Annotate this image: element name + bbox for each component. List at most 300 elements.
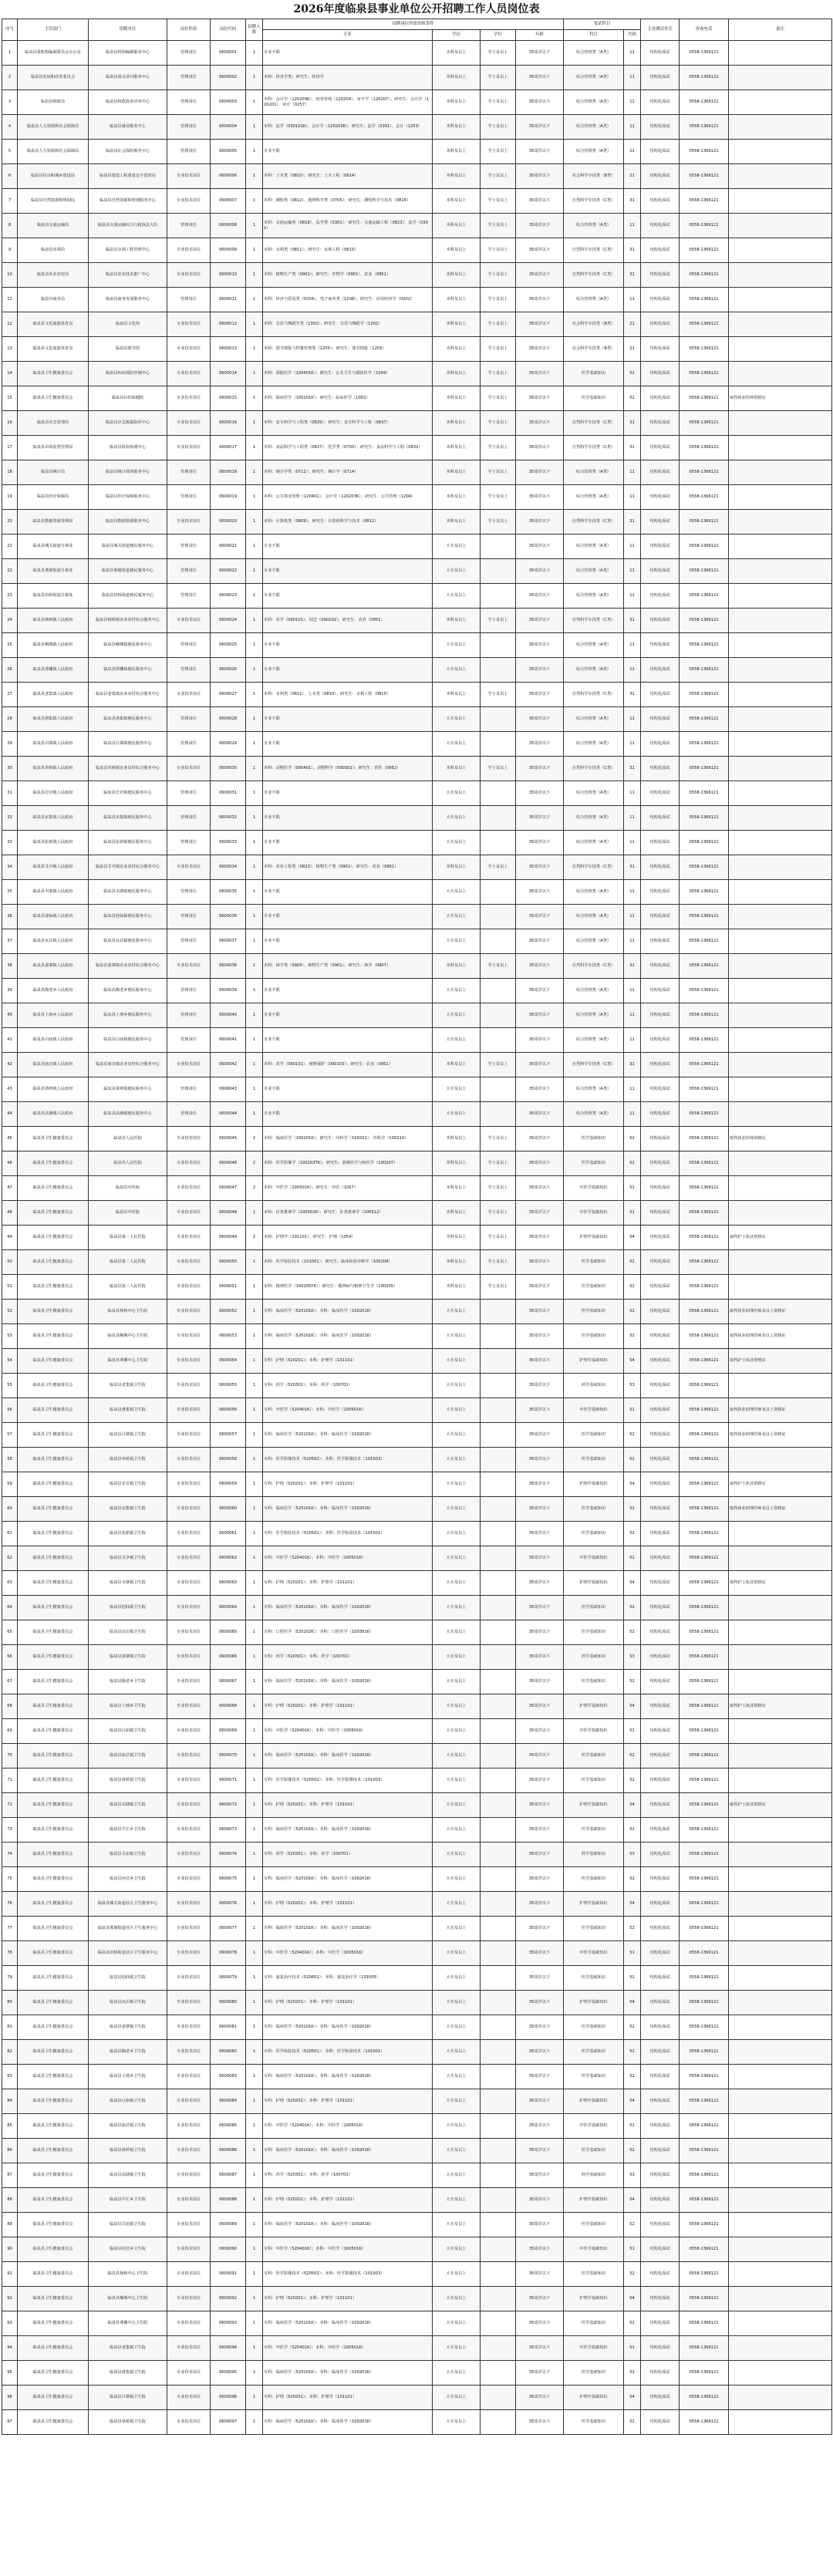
cell-dept: 临泉县滑集镇人民政府 bbox=[18, 707, 89, 732]
cell-unit: 临泉县妇幼保健院 bbox=[89, 386, 167, 411]
cell-unit: 临泉县鲖城镇便民服务中心 bbox=[89, 633, 167, 658]
cell-note bbox=[729, 2311, 832, 2336]
cell-count: 1 bbox=[246, 1448, 263, 1472]
cell-ratio: 结构化面试 bbox=[641, 1374, 680, 1398]
cell-degree bbox=[481, 1867, 516, 1892]
table-row bbox=[2, 2311, 832, 2336]
cell-exam-subject: 医学基础知识 bbox=[564, 362, 624, 386]
cell-phone: 0558-1366121 bbox=[680, 1867, 729, 1892]
cell-seq: 7 bbox=[2, 189, 18, 214]
cell-age: 35周岁以下 bbox=[516, 559, 564, 584]
cell-major: 专科：医学影像技术（520502）；本科：医学影像技术（101003） bbox=[263, 2262, 433, 2287]
cell-unit: 临泉县瓦店镇卫生院 bbox=[89, 1620, 167, 1645]
cell-major: 专业不限 bbox=[263, 929, 433, 954]
cell-nature: 管理岗位 bbox=[167, 460, 211, 485]
cell-ratio: 结构化面试 bbox=[641, 263, 680, 288]
cell-phone: 0558-1366121 bbox=[680, 2139, 729, 2163]
cell-dept: 临泉县卫生健康委员会 bbox=[18, 2114, 89, 2139]
cell-ratio: 结构化面试 bbox=[641, 115, 680, 140]
cell-exam-subject: 综合管理类（A类） bbox=[564, 831, 624, 855]
cell-dept: 临泉县委机构编制委员会办公室 bbox=[18, 41, 89, 66]
cell-ratio: 结构化面试 bbox=[641, 1201, 680, 1226]
cell-count: 1 bbox=[246, 2361, 263, 2385]
cell-phone: 0558-1366121 bbox=[680, 2213, 729, 2237]
cell-edu: 大专及以上 bbox=[433, 2213, 481, 2237]
cell-exam-code: 54 bbox=[624, 2089, 641, 2114]
cell-age: 35周岁以下 bbox=[516, 362, 564, 386]
cell-age: 35周岁以下 bbox=[516, 1768, 564, 1793]
cell-nature: 管理岗位 bbox=[167, 1077, 211, 1102]
cell-count: 1 bbox=[246, 1546, 263, 1571]
cell-exam-subject: 中医学基础知识 bbox=[564, 1719, 624, 1744]
cell-age: 35周岁以下 bbox=[516, 1867, 564, 1892]
table-row bbox=[2, 1917, 832, 1941]
cell-phone: 0558-1366121 bbox=[680, 979, 729, 1003]
cell-dept: 临泉县单桥镇人民政府 bbox=[18, 757, 89, 781]
cell-seq: 59 bbox=[2, 1472, 18, 1497]
cell-phone: 0558-1366121 bbox=[680, 1201, 729, 1226]
cell-note: 取得执业医师资格证 bbox=[729, 386, 832, 411]
cell-note bbox=[729, 1744, 832, 1768]
cell-major: 本科：公共事业管理（120401）、会计学（120203K）；研究生：公共管理（1204） bbox=[263, 485, 433, 510]
cell-code: 0600010 bbox=[211, 263, 246, 288]
cell-note bbox=[729, 1448, 832, 1472]
cell-degree: 学士及以上 bbox=[481, 1053, 516, 1077]
cell-ratio: 结构化面试 bbox=[641, 2089, 680, 2114]
cell-unit: 临泉县谭棚镇便民服务中心 bbox=[89, 658, 167, 683]
cell-edu: 大专及以上 bbox=[433, 732, 481, 757]
cell-nature: 专业技术岗位 bbox=[167, 1349, 211, 1374]
cell-nature: 管理岗位 bbox=[167, 485, 211, 510]
cell-dept: 临泉县卫生健康委员会 bbox=[18, 2262, 89, 2287]
cell-code: 0600044 bbox=[211, 1102, 246, 1127]
cell-note: 取得执业助理医师及以上资格证 bbox=[729, 1398, 832, 1423]
cell-count: 1 bbox=[246, 757, 263, 781]
cell-major: 专业不限 bbox=[263, 1028, 433, 1053]
cell-nature: 专业技术岗位 bbox=[167, 1275, 211, 1300]
cell-count: 1 bbox=[246, 905, 263, 929]
cell-seq: 31 bbox=[2, 781, 18, 806]
cell-code: 0600065 bbox=[211, 1620, 246, 1645]
cell-exam-subject: 自然科学专技类（C类） bbox=[564, 411, 624, 436]
cell-nature: 专业技术岗位 bbox=[167, 2336, 211, 2361]
cell-nature: 专业技术岗位 bbox=[167, 1472, 211, 1497]
table-row bbox=[2, 460, 832, 485]
cell-seq: 4 bbox=[2, 115, 18, 140]
cell-phone: 0558-1366121 bbox=[680, 1349, 729, 1374]
cell-phone: 0558-1366121 bbox=[680, 1250, 729, 1275]
cell-degree bbox=[481, 781, 516, 806]
cell-major: 本科：交通运输类（0818）、法学类（0301）；研究生：交通运输工程（0823）、法学（0301） bbox=[263, 214, 433, 238]
cell-seq: 74 bbox=[2, 1843, 18, 1867]
cell-nature: 专业技术岗位 bbox=[167, 164, 211, 189]
header-exam-group: 笔试科目 bbox=[564, 19, 641, 30]
cell-major: 本科：预防医学（100401K）；研究生：公共卫生与预防医学（1004） bbox=[263, 362, 433, 386]
cell-exam-subject: 综合管理类（A类） bbox=[564, 485, 624, 510]
cell-note bbox=[729, 584, 832, 609]
cell-degree: 学士及以上 bbox=[481, 1250, 516, 1275]
table-row bbox=[2, 757, 832, 781]
cell-dept: 临泉县卫生健康委员会 bbox=[18, 1423, 89, 1448]
cell-count: 1 bbox=[246, 115, 263, 140]
cell-ratio: 结构化面试 bbox=[641, 164, 680, 189]
cell-code: 0600055 bbox=[211, 1374, 246, 1398]
cell-phone: 0558-1366121 bbox=[680, 2336, 729, 2361]
cell-unit: 临泉县就业服务中心 bbox=[89, 115, 167, 140]
cell-edu: 本科及以上 bbox=[433, 411, 481, 436]
cell-exam-code: 52 bbox=[624, 1522, 641, 1546]
cell-nature: 专业技术岗位 bbox=[167, 1176, 211, 1201]
cell-note: 取得执业助理医师及以上资格证 bbox=[729, 1300, 832, 1324]
cell-phone: 0558-1366121 bbox=[680, 2114, 729, 2139]
cell-code: 0600030 bbox=[211, 757, 246, 781]
cell-phone: 0558-1366121 bbox=[680, 1719, 729, 1744]
table-row bbox=[2, 954, 832, 979]
cell-dept: 临泉县卫生健康委员会 bbox=[18, 1620, 89, 1645]
cell-age: 35周岁以下 bbox=[516, 436, 564, 460]
cell-nature: 专业技术岗位 bbox=[167, 1226, 211, 1250]
cell-ratio: 结构化面试 bbox=[641, 1768, 680, 1793]
cell-note: 取得护士执业资格证 bbox=[729, 1349, 832, 1374]
cell-code: 0600033 bbox=[211, 831, 246, 855]
cell-seq: 1 bbox=[2, 41, 18, 66]
cell-exam-code: 52 bbox=[624, 2311, 641, 2336]
cell-count: 1 bbox=[246, 510, 263, 534]
cell-phone: 0558-1366121 bbox=[680, 460, 729, 485]
table-row bbox=[2, 2213, 832, 2237]
cell-dept: 临泉县卫生健康委员会 bbox=[18, 2139, 89, 2163]
cell-degree: 学士及以上 bbox=[481, 855, 516, 880]
cell-degree: 学士及以上 bbox=[481, 1151, 516, 1176]
cell-major: 专科：护理（520201）；本科：护理学（101101） bbox=[263, 1349, 433, 1374]
cell-exam-code: 52 bbox=[624, 2065, 641, 2089]
cell-seq: 35 bbox=[2, 880, 18, 905]
cell-note bbox=[729, 2065, 832, 2089]
header-note: 备注 bbox=[729, 19, 832, 41]
cell-ratio: 结构化面试 bbox=[641, 2410, 680, 2435]
cell-age: 35周岁以下 bbox=[516, 2213, 564, 2237]
cell-exam-subject: 医学基础知识 bbox=[564, 2361, 624, 2385]
table-row bbox=[2, 2262, 832, 2287]
cell-nature: 专业技术岗位 bbox=[167, 1546, 211, 1571]
cell-phone: 0558-1366121 bbox=[680, 189, 729, 214]
cell-dept: 临泉县卫生健康委员会 bbox=[18, 1522, 89, 1546]
table-row bbox=[2, 707, 832, 732]
cell-exam-subject: 护理学基础知识 bbox=[564, 2089, 624, 2114]
cell-edu: 大专及以上 bbox=[433, 1744, 481, 1768]
cell-nature: 管理岗位 bbox=[167, 633, 211, 658]
cell-ratio: 结构化面试 bbox=[641, 1275, 680, 1300]
cell-age: 35周岁以下 bbox=[516, 683, 564, 707]
cell-nature: 专业技术岗位 bbox=[167, 1843, 211, 1867]
cell-dept: 临泉县卫生健康委员会 bbox=[18, 2188, 89, 2213]
cell-edu: 大专及以上 bbox=[433, 2040, 481, 2065]
cell-note bbox=[729, 238, 832, 263]
cell-edu: 大专及以上 bbox=[433, 781, 481, 806]
cell-code: 0600021 bbox=[211, 534, 246, 559]
cell-phone: 0558-1366121 bbox=[680, 1670, 729, 1694]
cell-seq: 30 bbox=[2, 757, 18, 781]
cell-seq: 51 bbox=[2, 1275, 18, 1300]
cell-degree bbox=[481, 584, 516, 609]
cell-edu: 大专及以上 bbox=[433, 534, 481, 559]
cell-dept: 临泉县城关街道办事处 bbox=[18, 534, 89, 559]
cell-exam-code: 21 bbox=[624, 312, 641, 337]
cell-ratio: 结构化面试 bbox=[641, 214, 680, 238]
cell-exam-subject: 医学基础知识 bbox=[564, 1670, 624, 1694]
table-row bbox=[2, 2015, 832, 2040]
cell-phone: 0558-1366121 bbox=[680, 683, 729, 707]
cell-exam-code: 52 bbox=[624, 1275, 641, 1300]
cell-nature: 专业技术岗位 bbox=[167, 1398, 211, 1423]
cell-code: 0600050 bbox=[211, 1250, 246, 1275]
cell-age: 35周岁以下 bbox=[516, 411, 564, 436]
cell-seq: 75 bbox=[2, 1867, 18, 1892]
cell-age: 35周岁以下 bbox=[516, 707, 564, 732]
cell-exam-subject: 综合管理类（A类） bbox=[564, 1028, 624, 1053]
cell-exam-subject: 中医学基础知识 bbox=[564, 1546, 624, 1571]
cell-exam-code: 51 bbox=[624, 2336, 641, 2361]
cell-note: 取得执业医师资格证 bbox=[729, 1127, 832, 1151]
cell-nature: 专业技术岗位 bbox=[167, 386, 211, 411]
cell-major: 本科：植物生产类（0901）；研究生：作物学（0901）、农业（0951） bbox=[263, 263, 433, 288]
cell-edu: 大专及以上 bbox=[433, 929, 481, 954]
cell-degree: 学士及以上 bbox=[481, 609, 516, 633]
cell-age: 35周岁以下 bbox=[516, 2287, 564, 2311]
cell-exam-subject: 综合管理类（A类） bbox=[564, 66, 624, 90]
cell-nature: 专业技术岗位 bbox=[167, 2213, 211, 2237]
cell-exam-subject: 综合管理类（A类） bbox=[564, 658, 624, 683]
cell-unit: 临泉县老集镇卫生院 bbox=[89, 2336, 167, 2361]
cell-nature: 专业技术岗位 bbox=[167, 1250, 211, 1275]
cell-exam-code: 52 bbox=[624, 1250, 641, 1275]
cell-code: 0600040 bbox=[211, 1003, 246, 1028]
cell-edu: 大专及以上 bbox=[433, 1892, 481, 1917]
cell-nature: 专业技术岗位 bbox=[167, 1596, 211, 1620]
cell-exam-subject: 医学基础知识 bbox=[564, 1596, 624, 1620]
cell-count: 1 bbox=[246, 1497, 263, 1522]
cell-ratio: 结构化面试 bbox=[641, 1620, 680, 1645]
table-row bbox=[2, 1941, 832, 1966]
cell-ratio: 结构化面试 bbox=[641, 1843, 680, 1867]
cell-dept: 临泉县卫生健康委员会 bbox=[18, 1719, 89, 1744]
cell-degree bbox=[481, 2237, 516, 2262]
cell-exam-code: 51 bbox=[624, 1176, 641, 1201]
table-row bbox=[2, 1151, 832, 1176]
cell-note bbox=[729, 954, 832, 979]
cell-phone: 0558-1366121 bbox=[680, 1571, 729, 1596]
table-row bbox=[2, 880, 832, 905]
cell-ratio: 结构化面试 bbox=[641, 1596, 680, 1620]
cell-degree bbox=[481, 2336, 516, 2361]
cell-exam-code: 31 bbox=[624, 609, 641, 633]
cell-phone: 0558-1366121 bbox=[680, 781, 729, 806]
cell-dept: 临泉县卫生健康委员会 bbox=[18, 1226, 89, 1250]
cell-exam-code: 52 bbox=[624, 1966, 641, 1991]
cell-dept: 临泉县卫生健康委员会 bbox=[18, 1793, 89, 1818]
cell-dept: 临泉县水利局 bbox=[18, 238, 89, 263]
cell-exam-subject: 药学基础知识 bbox=[564, 1374, 624, 1398]
cell-ratio: 结构化面试 bbox=[641, 2262, 680, 2287]
cell-note bbox=[729, 164, 832, 189]
cell-edu: 大专及以上 bbox=[433, 1349, 481, 1374]
cell-nature: 专业技术岗位 bbox=[167, 2139, 211, 2163]
cell-code: 0600072 bbox=[211, 1793, 246, 1818]
cell-code: 0600034 bbox=[211, 855, 246, 880]
cell-count: 1 bbox=[246, 1250, 263, 1275]
cell-nature: 专业技术岗位 bbox=[167, 1966, 211, 1991]
cell-nature: 管理岗位 bbox=[167, 140, 211, 164]
cell-code: 0600057 bbox=[211, 1423, 246, 1448]
cell-degree bbox=[481, 1003, 516, 1028]
cell-major: 本科：食品科学与工程类（0827）、化学类（0703）；研究生：食品科学与工程（0832） bbox=[263, 436, 433, 460]
cell-dept: 临泉县老集镇人民政府 bbox=[18, 683, 89, 707]
cell-major: 本科：经济与贸易类（0204）、电子商务类（1208）；研究生：应用经济学（0202） bbox=[263, 288, 433, 312]
cell-ratio: 结构化面试 bbox=[641, 1448, 680, 1472]
cell-degree bbox=[481, 1571, 516, 1596]
cell-degree bbox=[481, 2385, 516, 2410]
cell-edu: 本科及以上 bbox=[433, 238, 481, 263]
cell-degree bbox=[481, 1546, 516, 1571]
cell-note bbox=[729, 633, 832, 658]
cell-exam-code: 31 bbox=[624, 757, 641, 781]
cell-major: 专科：药学（520301）；本科：药学（100701） bbox=[263, 2163, 433, 2188]
cell-edu: 本科及以上 bbox=[433, 1226, 481, 1250]
cell-exam-code: 52 bbox=[624, 1670, 641, 1694]
cell-dept: 临泉县卫生健康委员会 bbox=[18, 2336, 89, 2361]
cell-unit: 临泉县滑集镇卫生院 bbox=[89, 2361, 167, 2385]
cell-exam-code: 11 bbox=[624, 584, 641, 609]
cell-unit: 临泉县建设工程质量安全监督站 bbox=[89, 164, 167, 189]
cell-dept: 临泉县吕寨镇人民政府 bbox=[18, 732, 89, 757]
cell-phone: 0558-1366121 bbox=[680, 2410, 729, 2435]
cell-count: 1 bbox=[246, 855, 263, 880]
cell-code: 0600014 bbox=[211, 362, 246, 386]
cell-seq: 97 bbox=[2, 2410, 18, 2435]
cell-code: 0600063 bbox=[211, 1571, 246, 1596]
cell-ratio: 结构化面试 bbox=[641, 1991, 680, 2015]
cell-edu: 大专及以上 bbox=[433, 2385, 481, 2410]
cell-exam-subject: 综合管理类（A类） bbox=[564, 979, 624, 1003]
cell-ratio: 结构化面试 bbox=[641, 1102, 680, 1127]
cell-age: 35周岁以下 bbox=[516, 1374, 564, 1398]
cell-phone: 0558-1366121 bbox=[680, 1300, 729, 1324]
cell-dept: 临泉县文化旅游体育局 bbox=[18, 337, 89, 362]
cell-unit: 临泉县牛庄乡卫生院 bbox=[89, 2188, 167, 2213]
cell-seq: 53 bbox=[2, 1324, 18, 1349]
cell-edu: 大专及以上 bbox=[433, 1941, 481, 1966]
cell-degree bbox=[481, 2311, 516, 2336]
cell-seq: 33 bbox=[2, 831, 18, 855]
cell-ratio: 结构化面试 bbox=[641, 781, 680, 806]
cell-ratio: 结构化面试 bbox=[641, 929, 680, 954]
cell-degree: 学士及以上 bbox=[481, 140, 516, 164]
cell-age: 35周岁以下 bbox=[516, 312, 564, 337]
cell-degree: 学士及以上 bbox=[481, 189, 516, 214]
cell-unit: 临泉县老集镇农业农村综合服务中心 bbox=[89, 683, 167, 707]
cell-ratio: 结构化面试 bbox=[641, 880, 680, 905]
cell-major: 本科：林学类（0905）、植物生产类（0901）；研究生：林学（0907） bbox=[263, 954, 433, 979]
cell-ratio: 结构化面试 bbox=[641, 2040, 680, 2065]
cell-count: 1 bbox=[246, 2163, 263, 2188]
cell-major: 专业不限 bbox=[263, 707, 433, 732]
cell-unit: 临泉县第三人民医院 bbox=[89, 1275, 167, 1300]
document-title: 2026年度临泉县事业单位公开招聘工作人员岗位表 bbox=[293, 3, 540, 15]
cell-code: 0600074 bbox=[211, 1843, 246, 1867]
cell-edu: 大专及以上 bbox=[433, 1991, 481, 2015]
cell-ratio: 结构化面试 bbox=[641, 732, 680, 757]
cell-major: 专科：护理（520201）；本科：护理学（101101） bbox=[263, 1472, 433, 1497]
cell-phone: 0558-1366121 bbox=[680, 1127, 729, 1151]
cell-nature: 管理岗位 bbox=[167, 1003, 211, 1028]
cell-edu: 大专及以上 bbox=[433, 1768, 481, 1793]
cell-note bbox=[729, 2287, 832, 2311]
cell-degree bbox=[481, 534, 516, 559]
cell-unit: 临泉县杨桥中心卫生院 bbox=[89, 2262, 167, 2287]
table-row bbox=[2, 1324, 832, 1349]
cell-age: 35周岁以下 bbox=[516, 1892, 564, 1917]
cell-count: 1 bbox=[246, 584, 263, 609]
cell-age: 35周岁以下 bbox=[516, 1324, 564, 1349]
cell-nature: 专业技术岗位 bbox=[167, 1300, 211, 1324]
cell-seq: 61 bbox=[2, 1522, 18, 1546]
cell-exam-code: 51 bbox=[624, 1941, 641, 1966]
cell-major: 本科：临床医学（100201K）；研究生：临床医学（1002） bbox=[263, 386, 433, 411]
cell-edu: 大专及以上 bbox=[433, 1324, 481, 1349]
cell-dept: 临泉县卫生健康委员会 bbox=[18, 1843, 89, 1867]
cell-phone: 0558-1366121 bbox=[680, 164, 729, 189]
cell-age: 35周岁以下 bbox=[516, 2188, 564, 2213]
cell-dept: 临泉县医疗保障局 bbox=[18, 485, 89, 510]
cell-edu: 大专及以上 bbox=[433, 1843, 481, 1867]
header-age: 年龄 bbox=[516, 30, 564, 41]
cell-unit: 临泉县水利工程管理中心 bbox=[89, 238, 167, 263]
cell-code: 0600084 bbox=[211, 2089, 246, 2114]
table-row bbox=[2, 584, 832, 609]
cell-code: 0600017 bbox=[211, 436, 246, 460]
table-row bbox=[2, 485, 832, 510]
cell-exam-subject: 自然科学专技类（C类） bbox=[564, 954, 624, 979]
cell-exam-subject: 综合管理类（A类） bbox=[564, 732, 624, 757]
cell-nature: 专业技术岗位 bbox=[167, 2015, 211, 2040]
cell-edu: 本科及以上 bbox=[433, 1053, 481, 1077]
cell-age: 35周岁以下 bbox=[516, 238, 564, 263]
cell-note bbox=[729, 1966, 832, 1991]
cell-count: 1 bbox=[246, 460, 263, 485]
cell-nature: 管理岗位 bbox=[167, 929, 211, 954]
cell-note bbox=[729, 2213, 832, 2237]
table-row bbox=[2, 781, 832, 806]
cell-exam-subject: 综合管理类（A类） bbox=[564, 929, 624, 954]
cell-exam-code: 51 bbox=[624, 1719, 641, 1744]
cell-dept: 临泉县卫生健康委员会 bbox=[18, 2237, 89, 2262]
cell-age: 35周岁以下 bbox=[516, 288, 564, 312]
cell-age: 35周岁以下 bbox=[516, 1448, 564, 1472]
cell-age: 35周岁以下 bbox=[516, 1645, 564, 1670]
cell-exam-subject: 护理学基础知识 bbox=[564, 1892, 624, 1917]
cell-age: 35周岁以下 bbox=[516, 1398, 564, 1423]
cell-unit: 临泉县人民医院 bbox=[89, 1127, 167, 1151]
cell-major: 本科：统计学类（0712）；研究生：统计学（0714） bbox=[263, 460, 433, 485]
table-row bbox=[2, 411, 832, 436]
header-req-group: 招聘岗位所需资格条件 bbox=[263, 19, 564, 30]
cell-exam-code: 54 bbox=[624, 1892, 641, 1917]
cell-note bbox=[729, 683, 832, 707]
cell-code: 0600005 bbox=[211, 140, 246, 164]
cell-nature: 专业技术岗位 bbox=[167, 2114, 211, 2139]
cell-nature: 专业技术岗位 bbox=[167, 1719, 211, 1744]
cell-count: 1 bbox=[246, 831, 263, 855]
